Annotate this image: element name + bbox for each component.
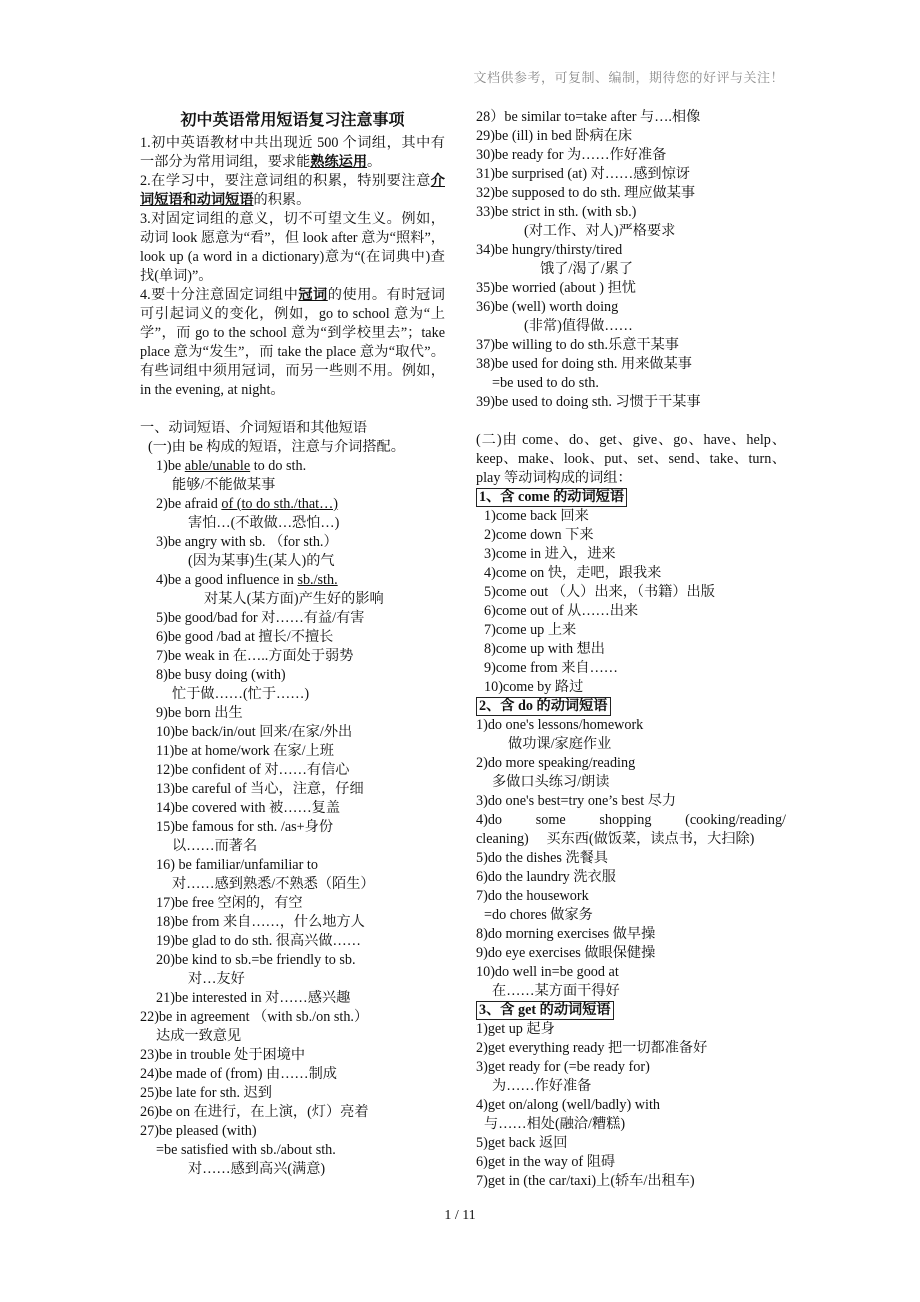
list-item: 33)be strict in sth. (with sb.) <box>476 204 637 220</box>
list-item: 24)be made of (from) 由……制成 <box>140 1066 337 1082</box>
list-item: 37)be willing to do sth.乐意干某事 <box>476 337 679 353</box>
intro-paragraph-1: 1.初中英语教材中共出现近 500 个词组，其中有一部分为常用词组，要求能熟练运用。 <box>140 135 445 170</box>
list-item-meaning: 在……某方面干得好 <box>492 983 620 999</box>
list-item: 4)come on 快，走吧，跟我来 <box>484 565 662 581</box>
list-item: 3)be angry with sb. （for sth.） <box>156 534 338 550</box>
list-item: 8)be busy doing (with) <box>156 667 286 683</box>
get-section-heading: 3、含 get 的动词短语 <box>476 1001 786 1020</box>
list-item-meaning: 达成一致意见 <box>156 1028 242 1044</box>
list-item: 6)get in the way of 阻碍 <box>476 1154 616 1170</box>
left-column <box>140 108 445 1179</box>
list-item-meaning: 对……感到高兴(满意) <box>188 1161 326 1177</box>
intro-paragraph-3: 3.对固定词组的意义，切不可望文生义。例如，动词 look 愿意为“看”，但 look after 意为“照料”，look up (a word in a dictionary)意为“(在词典中)查找(单词)”。 <box>140 211 445 284</box>
list-item: 1)get up 起身 <box>476 1021 555 1037</box>
list-item: 21)be interested in 对……感兴趣 <box>156 990 351 1006</box>
list-item: 12)be confident of 对……有信心 <box>156 762 350 778</box>
section2-intro: (二)由 come、do、get、give、go、have、help、keep、make、look、put、set、send、take、turn、play 等动词构成的词组： <box>476 432 786 486</box>
list-item-meaning: (因为某事)生(某人)的气 <box>188 553 335 569</box>
emphasis-text: 介词短语和动词短语 <box>140 173 445 208</box>
list-item: =do chores 做家务 <box>484 907 593 923</box>
subsection-heading: (一)由 be 构成的短语，注意与介词搭配。 <box>148 439 405 455</box>
intro-paragraph-4: 4.要十分注意固定词组中冠词的使用。有时冠词可引起词义的变化，例如，go to school 意为“上学”，而 go to the school 意为“到学校里去”；take place 意为“发生”，而 take the place 意为“取代”。有些词组中须用冠词，而另一些则不用。例如，in the evening, at night。 <box>140 287 445 398</box>
intro-paragraph-2: 2.在学习中，要注意词组的积累，特别要注意介词短语和动词短语的积累。 <box>140 173 445 208</box>
list-item: 16) be familiar/unfamiliar to <box>156 857 318 873</box>
list-item: 5)be good/bad for 对……有益/有害 <box>156 610 365 626</box>
list-item-meaning: 对……感到熟悉/不熟悉（陌生） <box>172 876 375 892</box>
list-item-meaning: 做功课/家庭作业 <box>508 736 612 752</box>
list-item: 31)be surprised (at) 对……感到惊讶 <box>476 166 690 182</box>
list-item: 15)be famous for sth. /as+身份 <box>156 819 334 835</box>
list-item: 35)be worried (about ) 担忧 <box>476 280 636 296</box>
list-item: 6)be good /bad at 擅长/不擅长 <box>156 629 334 645</box>
list-item-meaning: (对工作、对人)严格要求 <box>524 223 676 239</box>
list-item: 1)be able/unable to do sth. <box>156 458 307 474</box>
list-item: 5)come out （人）出来，（书籍）出版 <box>484 584 715 600</box>
list-item: 4)be a good influence in sb./sth. <box>156 572 338 588</box>
list-item: 23)be in trouble 处于困境中 <box>140 1047 306 1063</box>
list-item-meaning: 为……作好准备 <box>492 1078 592 1094</box>
list-item: 1)do one's lessons/homework <box>476 717 644 733</box>
list-item: 22)be in agreement （with sb./on sth.） <box>140 1009 369 1025</box>
list-item: 14)be covered with 被……复盖 <box>156 800 341 816</box>
list-item-meaning: 能够/不能做某事 <box>172 477 276 493</box>
list-item: 9)come from 来自…… <box>484 660 618 676</box>
list-item: 8)come up with 想出 <box>484 641 605 657</box>
come-section-heading: 1、含 come 的动词短语 <box>476 488 786 507</box>
list-item: 2)get everything ready 把一切都准备好 <box>476 1040 708 1056</box>
list-item: 27)be pleased (with) <box>140 1123 257 1139</box>
emphasis-text: 熟练运用 <box>310 154 368 170</box>
list-item: =be used to do sth. <box>492 375 599 391</box>
list-item: 30)be ready for 为……作好准备 <box>476 147 667 163</box>
list-item: 34)be hungry/thirsty/tired <box>476 242 623 258</box>
list-item: 7)get in (the car/taxi)上(轿车/出租车) <box>476 1173 695 1189</box>
list-item: 4)do some shopping (cooking/reading/ cleaning) 买东西(做饭菜，读点书，大扫除) <box>476 812 786 847</box>
list-item: 2)be afraid of (to do sth./that…) <box>156 496 339 512</box>
page-number: 1 / 11 <box>444 1208 476 1223</box>
list-item: 4)get on/along (well/badly) with <box>476 1097 661 1113</box>
list-item: 25)be late for sth. 迟到 <box>140 1085 272 1101</box>
list-item: 3)get ready for (=be ready for) <box>476 1059 650 1075</box>
list-item-meaning: 害怕…(不敢做…恐怕…) <box>188 515 340 531</box>
emphasis-text: 冠词 <box>298 287 328 303</box>
header-note: 文档供参考，可复制、编制，期待您的好评与关注！ <box>473 71 784 86</box>
list-item: 1)come back 回来 <box>484 508 589 524</box>
list-item: 39)be used to doing sth. 习惯于干某事 <box>476 394 701 410</box>
list-item: 3)come in 进入，进来 <box>484 546 616 562</box>
list-item: 2)do more speaking/reading <box>476 755 636 771</box>
section-heading: 一、动词短语、介词短语和其他短语 <box>140 420 368 436</box>
list-item: 2)come down 下来 <box>484 527 594 543</box>
list-item: 13)be careful of 当心，注意，仔细 <box>156 781 364 797</box>
list-item-meaning: 对…友好 <box>188 971 245 987</box>
list-item-meaning: 多做口头练习/朗读 <box>492 774 610 790</box>
list-item: 32)be supposed to do sth. 理应做某事 <box>476 185 696 201</box>
list-item: 5)get back 返回 <box>476 1135 568 1151</box>
list-item: 7)come up 上来 <box>484 622 577 638</box>
page-title: 初中英语常用短语复习注意事项 <box>180 110 405 129</box>
list-item-meaning: 忙于做……(忙于……) <box>172 686 310 702</box>
list-item: 8)do morning exercises 做早操 <box>476 926 656 942</box>
list-item: 5)do the dishes 洗餐具 <box>476 850 609 866</box>
list-item: 29)be (ill) in bed 卧病在床 <box>476 128 633 144</box>
list-item: 6)do the laundry 洗衣服 <box>476 869 616 885</box>
right-column <box>476 108 786 1191</box>
list-item-meaning: (非常)值得做…… <box>524 318 633 334</box>
list-item: 18)be from 来自……，什么地方人 <box>156 914 365 930</box>
list-item-meaning: 以……而著名 <box>172 838 258 854</box>
list-item: 9)do eye exercises 做眼保健操 <box>476 945 656 961</box>
list-item: 11)be at home/work 在家/上班 <box>156 743 334 759</box>
list-item: 36)be (well) worth doing <box>476 299 619 315</box>
list-item: 9)be born 出生 <box>156 705 243 721</box>
list-item-meaning: 对某人(某方面)产生好的影响 <box>204 591 384 607</box>
come-list <box>476 507 786 697</box>
list-item: 10)come by 路过 <box>484 679 584 695</box>
list-item: 3)do one's best=try one’s best 尽力 <box>476 793 677 809</box>
list-item: =be satisfied with sb./about sth. <box>156 1142 336 1158</box>
do-section-heading: 2、含 do 的动词短语 <box>476 697 786 716</box>
list-item: 10)be back/in/out 回来/在家/外出 <box>156 724 353 740</box>
list-item: 38)be used for doing sth. 用来做某事 <box>476 356 692 372</box>
list-item: 10)do well in=be good at <box>476 964 619 980</box>
list-item: 7)be weak in 在…..方面处于弱势 <box>156 648 354 664</box>
list-item: 20)be kind to sb.=be friendly to sb. <box>156 952 356 968</box>
list-item-meaning: 与……相处(融洽/糟糕) <box>484 1116 626 1132</box>
list-item: 6)come out of 从……出来 <box>484 603 639 619</box>
list-item: 26)be on 在进行，在上演，(灯）亮着 <box>140 1104 369 1120</box>
list-item-meaning: 饿了/渴了/累了 <box>540 261 634 277</box>
list-item: 28）be similar to=take after 与….相像 <box>476 109 701 125</box>
list-item: 19)be glad to do sth. 很高兴做…… <box>156 933 361 949</box>
list-item: 7)do the housework <box>476 888 589 904</box>
list-item: 17)be free 空闲的，有空 <box>156 895 303 911</box>
